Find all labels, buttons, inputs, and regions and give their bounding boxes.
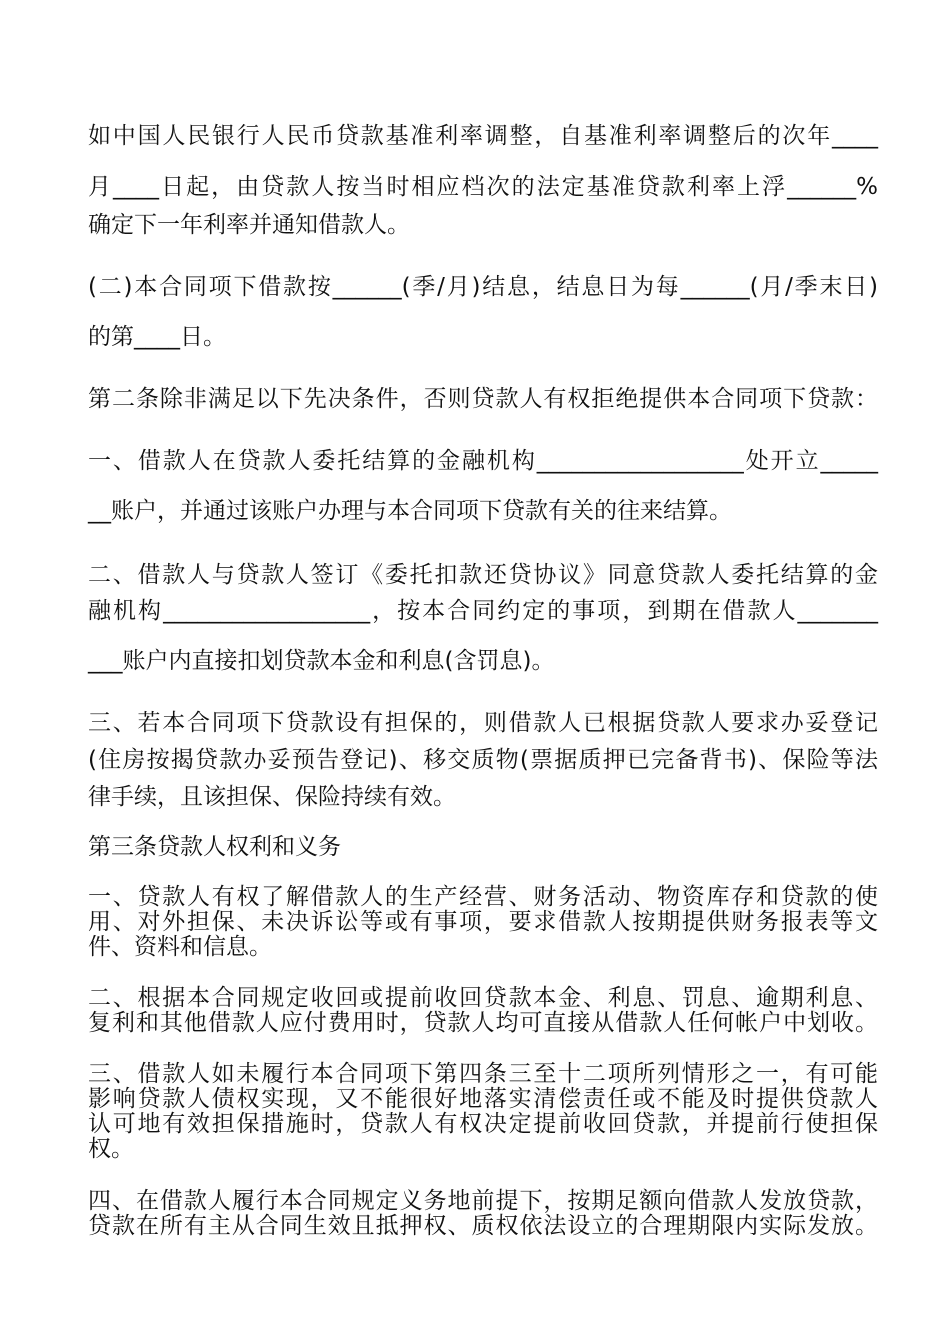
text-line: 三、借款人如未履行本合同项下第四条三至十二项所列情形之一，有可能 xyxy=(88,1061,878,1087)
text-line: 四、在借款人履行本合同规定义务地前提下，按期足额向借款人发放贷款， xyxy=(88,1188,878,1214)
text-line: (二)本合同项下借款按______(季/月)结息，结息日为每______(月/季末日) xyxy=(88,274,878,300)
text-line: 确定下一年利率并通知借款人。 xyxy=(88,212,410,238)
text-line: 如中国人民银行人民币贷款基准利率调整，自基准利率调整后的次年____ xyxy=(88,123,878,149)
text-line: 一、借款人在贷款人委托结算的金融机构__________________处开立_____ xyxy=(88,448,878,474)
section-heading: 第二条除非满足以下先决条件，否则贷款人有权拒绝提供本合同项下贷款： xyxy=(88,386,878,412)
text-line: 一、贷款人有权了解借款人的生产经营、财务活动、物资库存和贷款的使 xyxy=(88,884,878,910)
text-line: 复利和其他借款人应付费用时，贷款人均可直接从借款人任何帐户中划收。 xyxy=(88,1010,878,1036)
text-line: 的第____日。 xyxy=(88,324,226,350)
text-line: 二、根据本合同规定收回或提前收回贷款本金、利息、罚息、逾期利息、 xyxy=(88,985,878,1011)
text-line: 二、借款人与贷款人签订《委托扣款还贷协议》同意贷款人委托结算的金 xyxy=(88,562,878,588)
text-line: 三、若本合同项下贷款设有担保的，则借款人已根据贷款人要求办妥登记 xyxy=(88,710,878,736)
text-line: 融机构__________________，按本合同约定的事项，到期在借款人_______ xyxy=(88,598,878,624)
text-line: 件、资料和信息。 xyxy=(88,934,272,960)
text-line: 月____日起，由贷款人按当时相应档次的法定基准贷款利率上浮______% xyxy=(88,174,878,200)
text-line: 权。 xyxy=(88,1136,134,1162)
text-line: 律手续，且该担保、保险持续有效。 xyxy=(88,784,456,810)
section-heading: 第三条贷款人权利和义务 xyxy=(88,834,341,860)
text-line: (住房按揭贷款办妥预告登记)、移交质物(票据质押已完备背书)、保险等法 xyxy=(88,747,878,773)
text-line: __账户，并通过该账户办理与本合同项下贷款有关的往来结算。 xyxy=(88,498,732,524)
text-line: 贷款在所有主从合同生效且抵押权、质权依法设立的合理期限内实际发放。 xyxy=(88,1213,878,1239)
text-line: 用、对外担保、未决诉讼等或有事项，要求借款人按期提供财务报表等文 xyxy=(88,909,878,935)
text-line: ___账户内直接扣划贷款本金和利息(含罚息)。 xyxy=(88,648,555,674)
text-line: 认可地有效担保措施时，贷款人有权决定提前收回贷款，并提前行使担保 xyxy=(88,1111,878,1137)
text-line: 影响贷款人债权实现，又不能很好地落实清偿责任或不能及时提供贷款人 xyxy=(88,1086,878,1112)
